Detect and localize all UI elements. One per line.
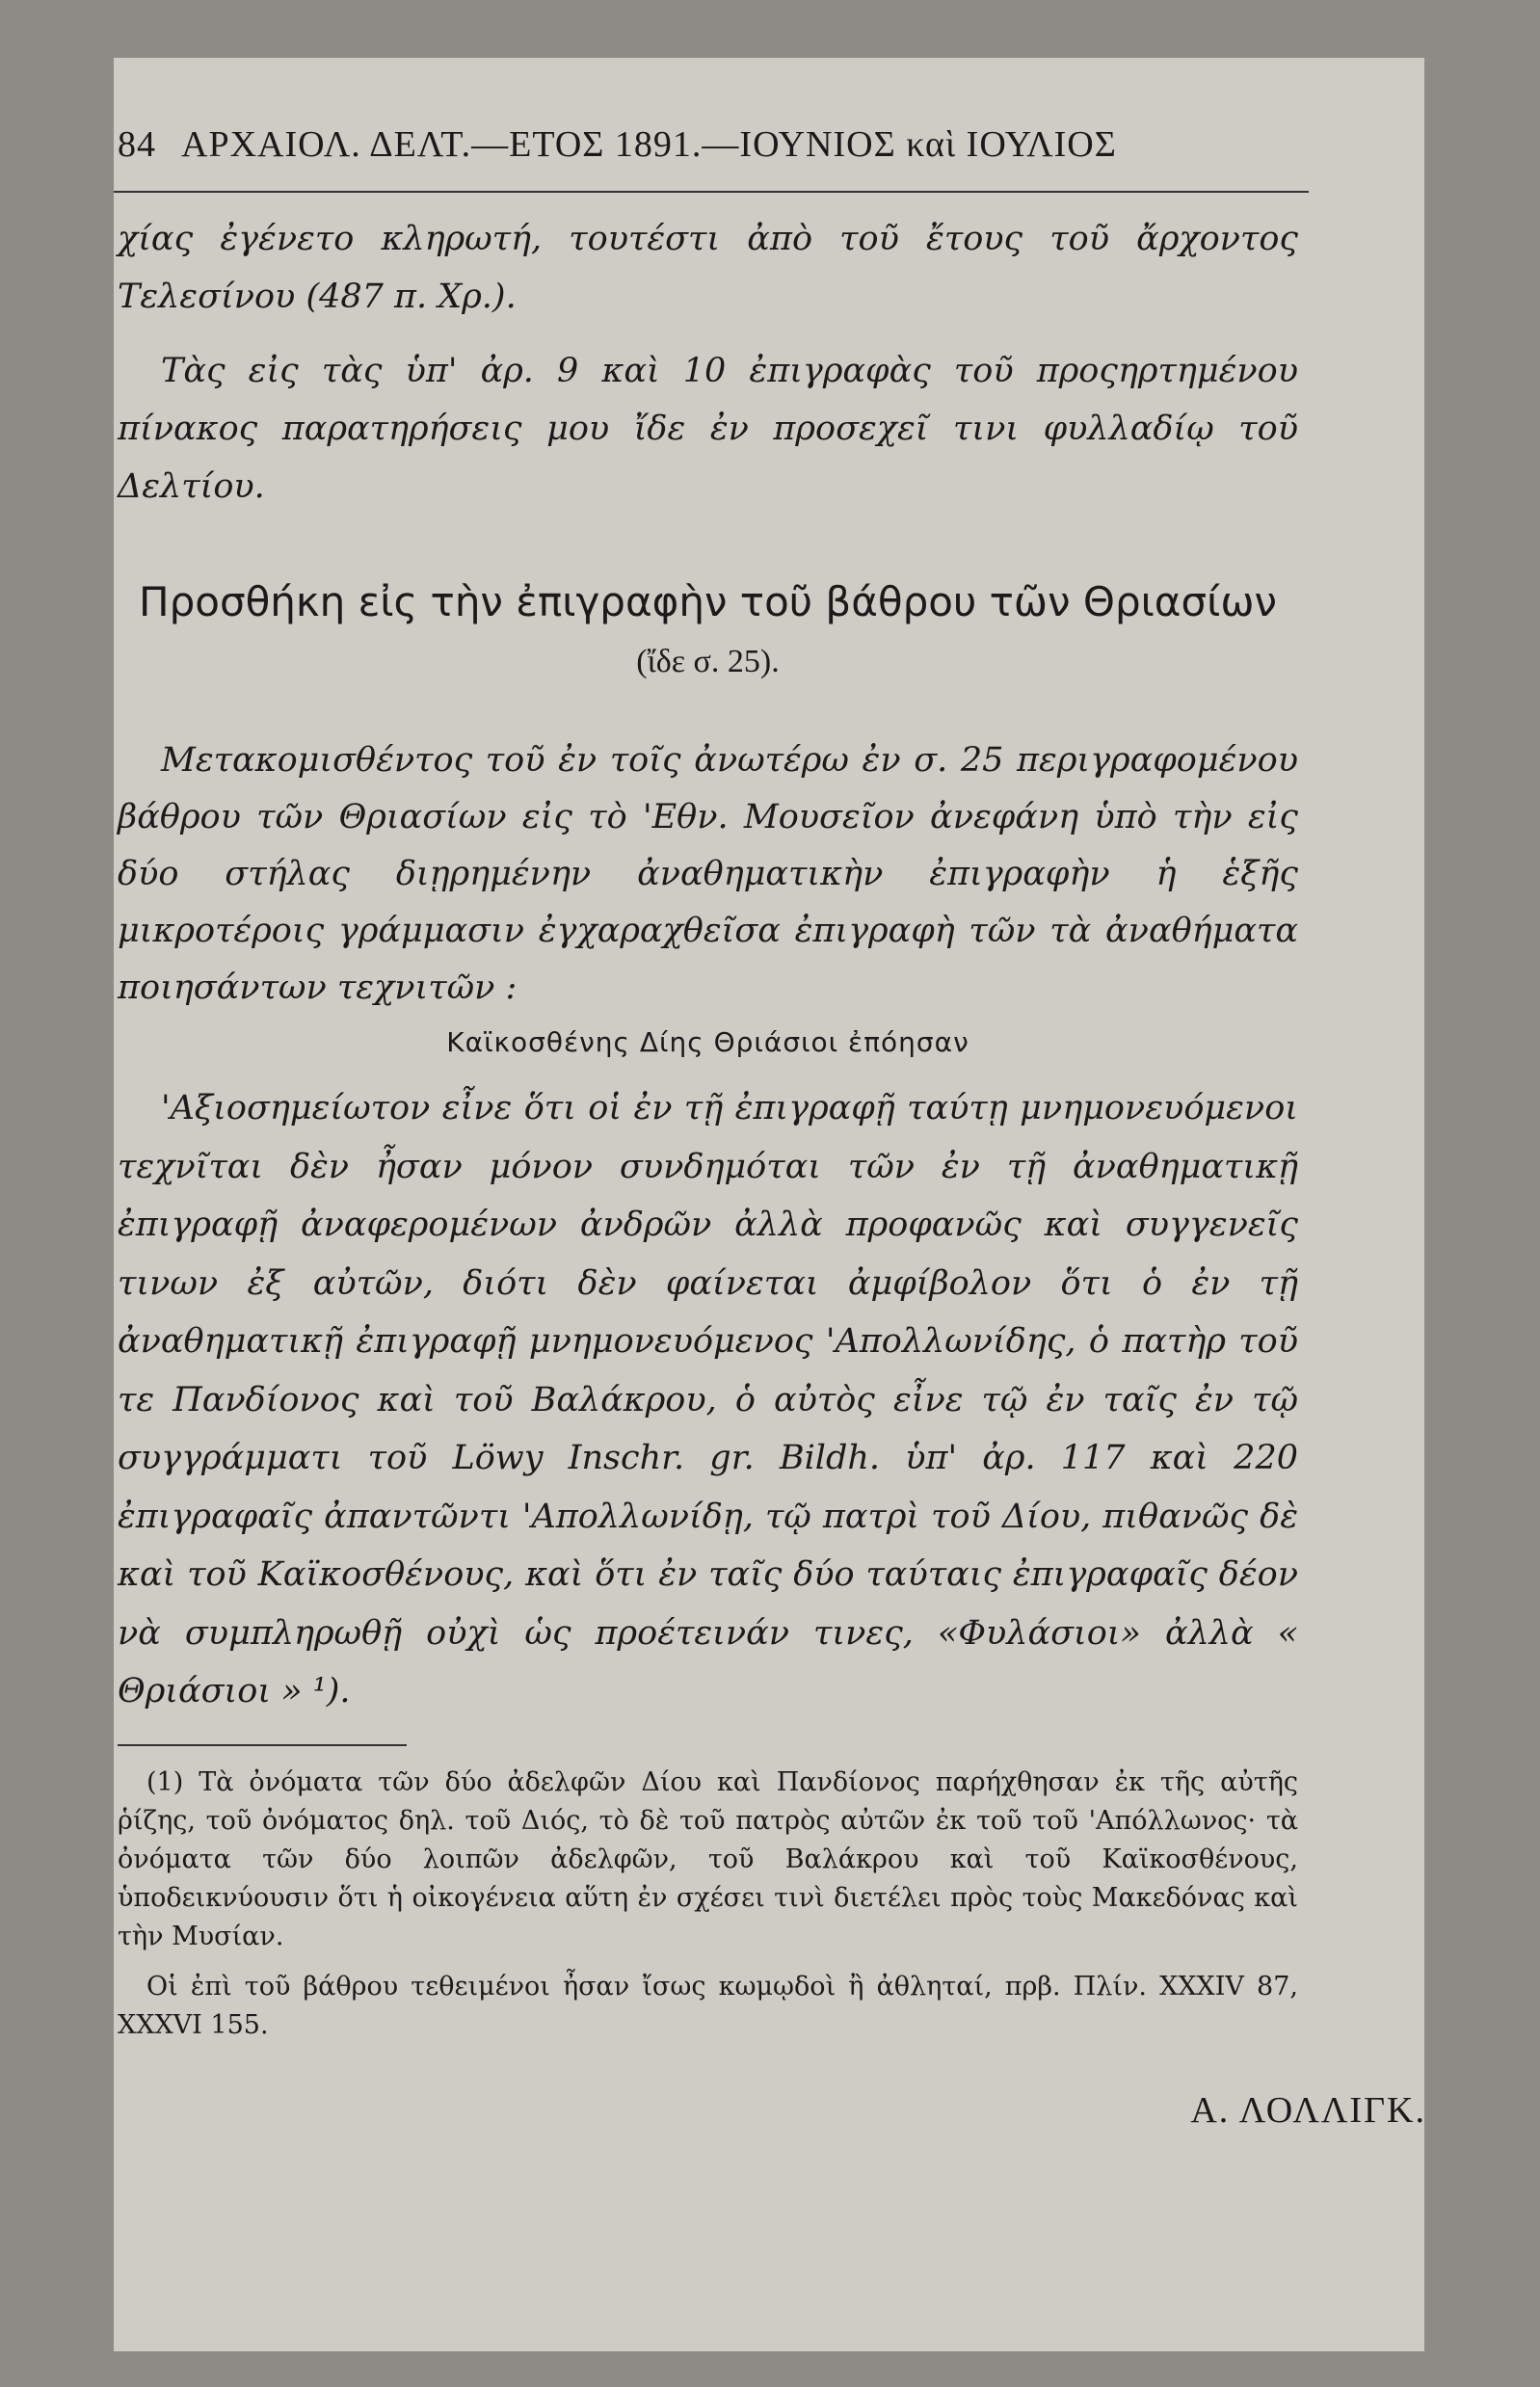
- running-title: ΑΡΧΑΙΟΛ. ΔΕΛΤ.—ΕΤΟΣ 1891.—ΙΟΥΝΙΟΣ καὶ ΙΟΥΛΙΟΣ: [181, 124, 1117, 165]
- paragraph-4: 'Αξιοσημείωτον εἶνε ὅτι οἱ ἐν τῇ ἐπιγραφῇ ταύτῃ μνημονευόμενοι τεχνῖται δὲν ἦσαν μόνον συνδημόται τῶν ἐν τῇ ἀναθηματικῇ ἐπιγραφῇ ἀναφερομένων ἀνδρῶν ἀλλὰ προφανῶς καὶ συγγενεῖς τινων ἐξ αὐτῶν, διότι δὲν φαίνεται ἀμφίβολον ὅτι ὁ ἐν τῇ ἀναθηματικῇ ἐπιγραφῇ μνημονευόμενος 'Απολλωνίδης, ὁ πατὴρ τοῦ τε Πανδίονος καὶ τοῦ Βαλάκρου, ὁ αὐτὸς εἶνε τῷ ἐν ταῖς ἐν τῷ συγγράμματι τοῦ Löwy Inschr. gr. Bildh. ὑπ' ἀρ. 117 καὶ 220 ἐπιγραφαῖς ἀπαντῶντι 'Απολλωνίδῃ, τῷ πατρὶ τοῦ Δίου, πιθανῶς δὲ καὶ τοῦ Καϊκοσθένους, καὶ ὅτι ἐν ταῖς δύο ταύταις ἐπιγραφαῖς δέον νὰ συμπληρωθῇ οὐχὶ ὡς προέτεινάν τινες, «Φυλάσιοι» ἀλλὰ « Θριάσιοι » ¹).: [118, 1089, 1298, 1711]
- running-header: [118, 123, 1293, 166]
- footnote-2: Οἱ ἐπὶ τοῦ βάθρου τεθειμένοι ἦσαν ἴσως κωμῳδοὶ ἢ ἀθληταί, πρβ. Πλίν. XXXIV 87, XXXVI 155.: [118, 1972, 1298, 2040]
- footnote-1: (1) Τὰ ὀνόματα τῶν δύο ἀδελφῶν Δίου καὶ Πανδίονος παρήχθησαν ἐκ τῆς αὐτῆς ῥίζης, τοῦ ὀνόματος δηλ. τοῦ Διός, τὸ δὲ τοῦ πατρὸς αὐτῶν ἐκ τοῦ τοῦ 'Απόλλωνος· τὰ ὀνόματα τῶν δύο λοιπῶν ἀδελφῶν, τοῦ Βαλάκρου καὶ τοῦ Καϊκοσθένους, ὑποδεικνύουσιν ὅτι ἡ οἰκογένεια αὕτη ἐν σχέσει τινὶ διετέλει πρὸς τοὺς Μακεδόνας καὶ τὴν Μυσίαν.: [118, 1767, 1298, 1951]
- page-number: 84: [118, 124, 156, 165]
- paragraph-2: Τὰς εἰς τὰς ὑπ' ἀρ. 9 καὶ 10 ἐπιγραφὰς τοῦ προςηρτημένου πίνακος παρατηρήσεις μου ἴδε ἐν προσεχεῖ τινι φυλλαδίῳ τοῦ Δελτίου.: [118, 352, 1298, 506]
- paragraph-1: χίας ἐγένετο κληρωτή, τουτέστι ἀπὸ τοῦ ἔτους τοῦ ἄρχοντος Τελεσίνου (487 π. Χρ.).: [118, 220, 1298, 316]
- paragraph-3: Μετακομισθέντος τοῦ ἐν τοῖς ἀνωτέρω ἐν σ. 25 περιγραφομένου βάθρου τῶν Θριασίων εἰς τὸ 'Εθν. Μουσεῖον ἀνεφάνη ὑπὸ τὴν εἰς δύο στήλας διῃρημένην ἀναθηματικὴν ἐπιγραφὴν ἡ ἑξῆς μικροτέροις γράμμασιν ἐγχαραχθεῖσα ἐπιγραφὴ τῶν τὰ ἀναθήματα ποιησάντων τεχνιτῶν :: [118, 741, 1298, 1007]
- footnote-rule: [118, 1744, 407, 1746]
- section-title: Προσθήκη εἰς τὴν ἐπιγραφὴν τοῦ βάθρου τῶν Θριασίων: [139, 578, 1277, 625]
- inscription-text: Καϊκοσθένης Δίης Θριάσιοι ἐπόησαν: [446, 1026, 969, 1058]
- section-subtitle: (ἴδε σ. 25).: [636, 644, 780, 679]
- author-signature: Α. ΛΟΛΛΙΓΚ.: [1190, 2090, 1426, 2131]
- header-rule: [114, 191, 1309, 193]
